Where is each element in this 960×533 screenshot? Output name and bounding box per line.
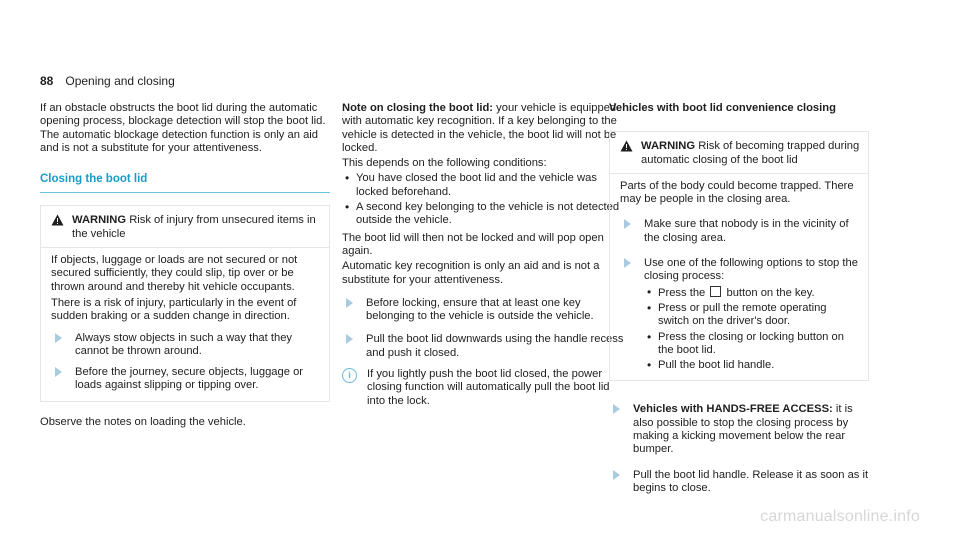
section-title: Opening and closing	[65, 74, 175, 88]
list-item: • Press the closing or locking button on the boot lid.	[644, 331, 860, 358]
step-text: Before locking, ensure that at least one key belonging to the vehicle is outside the vehicle.	[366, 296, 594, 323]
warning-label: WARNING	[641, 140, 696, 153]
step-content	[644, 257, 860, 372]
instruction-step	[620, 218, 860, 245]
warning-label: WARNING	[72, 214, 127, 227]
hf-text: it is also possible to stop the closing process by making a kicking movement below the rear bumper.	[633, 403, 853, 456]
instruction-step	[609, 403, 869, 456]
warning-paragraph: Parts of the body could become trapped. There may be people in the closing area.	[620, 179, 854, 206]
info-note	[342, 368, 627, 408]
conditions-list	[342, 172, 627, 227]
step-arrow-icon	[620, 218, 634, 245]
watermark: carmanualsonline.info	[760, 508, 920, 525]
step-text: Before the journey, secure objects, luggage or loads against slipping or tipping over.	[75, 366, 304, 392]
step-text: Pull the boot lid handle. Release it as soon as it begins to close.	[633, 468, 869, 494]
step-text: Make sure that nobody is in the vicinity of the closing area.	[644, 218, 849, 244]
warning-body	[610, 173, 868, 381]
warning-paragraph: If objects, luggage or loads are not secured or not secured sufficiently, they could slip, tip over or be thrown around and thereby hit vehicle occupants.	[51, 254, 298, 293]
step-arrow-icon	[342, 333, 356, 360]
observe-note: Observe the notes on loading the vehicle.	[40, 415, 246, 428]
step-text: Always stow objects in such a way that they cannot be thrown around.	[75, 331, 293, 357]
list-item: • You have closed the boot lid and the vehicle was locked beforehand.	[342, 172, 627, 199]
instruction-step	[342, 297, 627, 324]
warning-title	[641, 140, 860, 167]
instruction-step	[51, 366, 321, 393]
step-text	[633, 403, 869, 456]
column-2	[342, 102, 627, 408]
warning-header	[610, 132, 868, 173]
warning-icon	[620, 140, 633, 152]
note-paragraph	[342, 102, 627, 155]
step-arrow-icon	[51, 366, 65, 393]
info-text: If you lightly push the boot lid closed, the power closing function will automatically pull the boot lid into the lock.	[367, 368, 610, 407]
boot-lid-key-icon	[710, 286, 721, 297]
step-arrow-icon	[609, 403, 623, 456]
intro-paragraph: If an obstacle obstructs the boot lid during the automatic opening process, blockage detection will stop the boot lid. The automatic blockage detection function is only an aid and is not a substitute for your attentiveness.	[40, 102, 326, 154]
page-number: 88	[40, 74, 54, 88]
column-3	[609, 102, 869, 495]
hf-label: Vehicles with HANDS-FREE ACCESS:	[633, 403, 833, 416]
option-text: button on the key.	[726, 286, 815, 299]
step-arrow-icon	[342, 297, 356, 324]
note-text: your vehicle is equipped with automatic key recognition. If a key belonging to the vehicle is detected in the vehicle, the boot lid will not be locked.	[342, 102, 617, 154]
warning-box-trapped	[609, 131, 869, 381]
stop-options-list	[644, 286, 860, 373]
instruction-step	[51, 332, 321, 359]
list-item: • Pull the boot lid handle.	[644, 359, 860, 372]
warning-paragraph: There is a risk of injury, particularly in the event of sudden braking or a sudden change in direction.	[51, 296, 297, 323]
instruction-step	[342, 333, 627, 360]
step-arrow-icon	[51, 332, 65, 359]
list-item: • Press or pull the remote operating switch on the driver's door.	[644, 302, 860, 329]
note-label: Note on closing the boot lid:	[342, 102, 494, 114]
warning-box-unsecured	[40, 205, 330, 401]
conditions-intro: This depends on the following conditions:	[342, 157, 547, 170]
warning-icon	[51, 214, 64, 226]
list-item	[644, 286, 860, 300]
section-heading-closing: Closing the boot lid	[40, 173, 330, 193]
warning-header	[41, 206, 329, 247]
warning-title-text: Risk of becoming trapped during automatic closing of the boot lid	[641, 140, 860, 166]
warning-body	[41, 247, 329, 401]
instruction-step	[620, 257, 860, 372]
step-text: Use one of the following options to stop the closing process:	[644, 257, 858, 283]
aid-paragraph: Automatic key recognition is only an aid and is not a substitute for your attentiveness.	[342, 260, 600, 286]
option-text: Press the	[658, 286, 706, 299]
step-arrow-icon	[609, 469, 623, 496]
instruction-step	[609, 469, 869, 496]
column-1	[40, 102, 330, 429]
step-arrow-icon	[620, 257, 634, 372]
reopen-paragraph: The boot lid will then not be locked and will pop open again.	[342, 231, 604, 257]
warning-title-text: Risk of injury from unsecured items in the vehicle	[72, 214, 316, 240]
list-item: • A second key belonging to the vehicle is not detected outside the vehicle.	[342, 201, 627, 228]
info-icon: i	[342, 368, 357, 383]
step-text: Pull the boot lid downwards using the handle recess and push it closed.	[366, 333, 624, 359]
warning-title	[72, 214, 321, 241]
section-heading-convenience: Vehicles with boot lid convenience closing	[609, 102, 836, 114]
page-header	[40, 74, 175, 88]
